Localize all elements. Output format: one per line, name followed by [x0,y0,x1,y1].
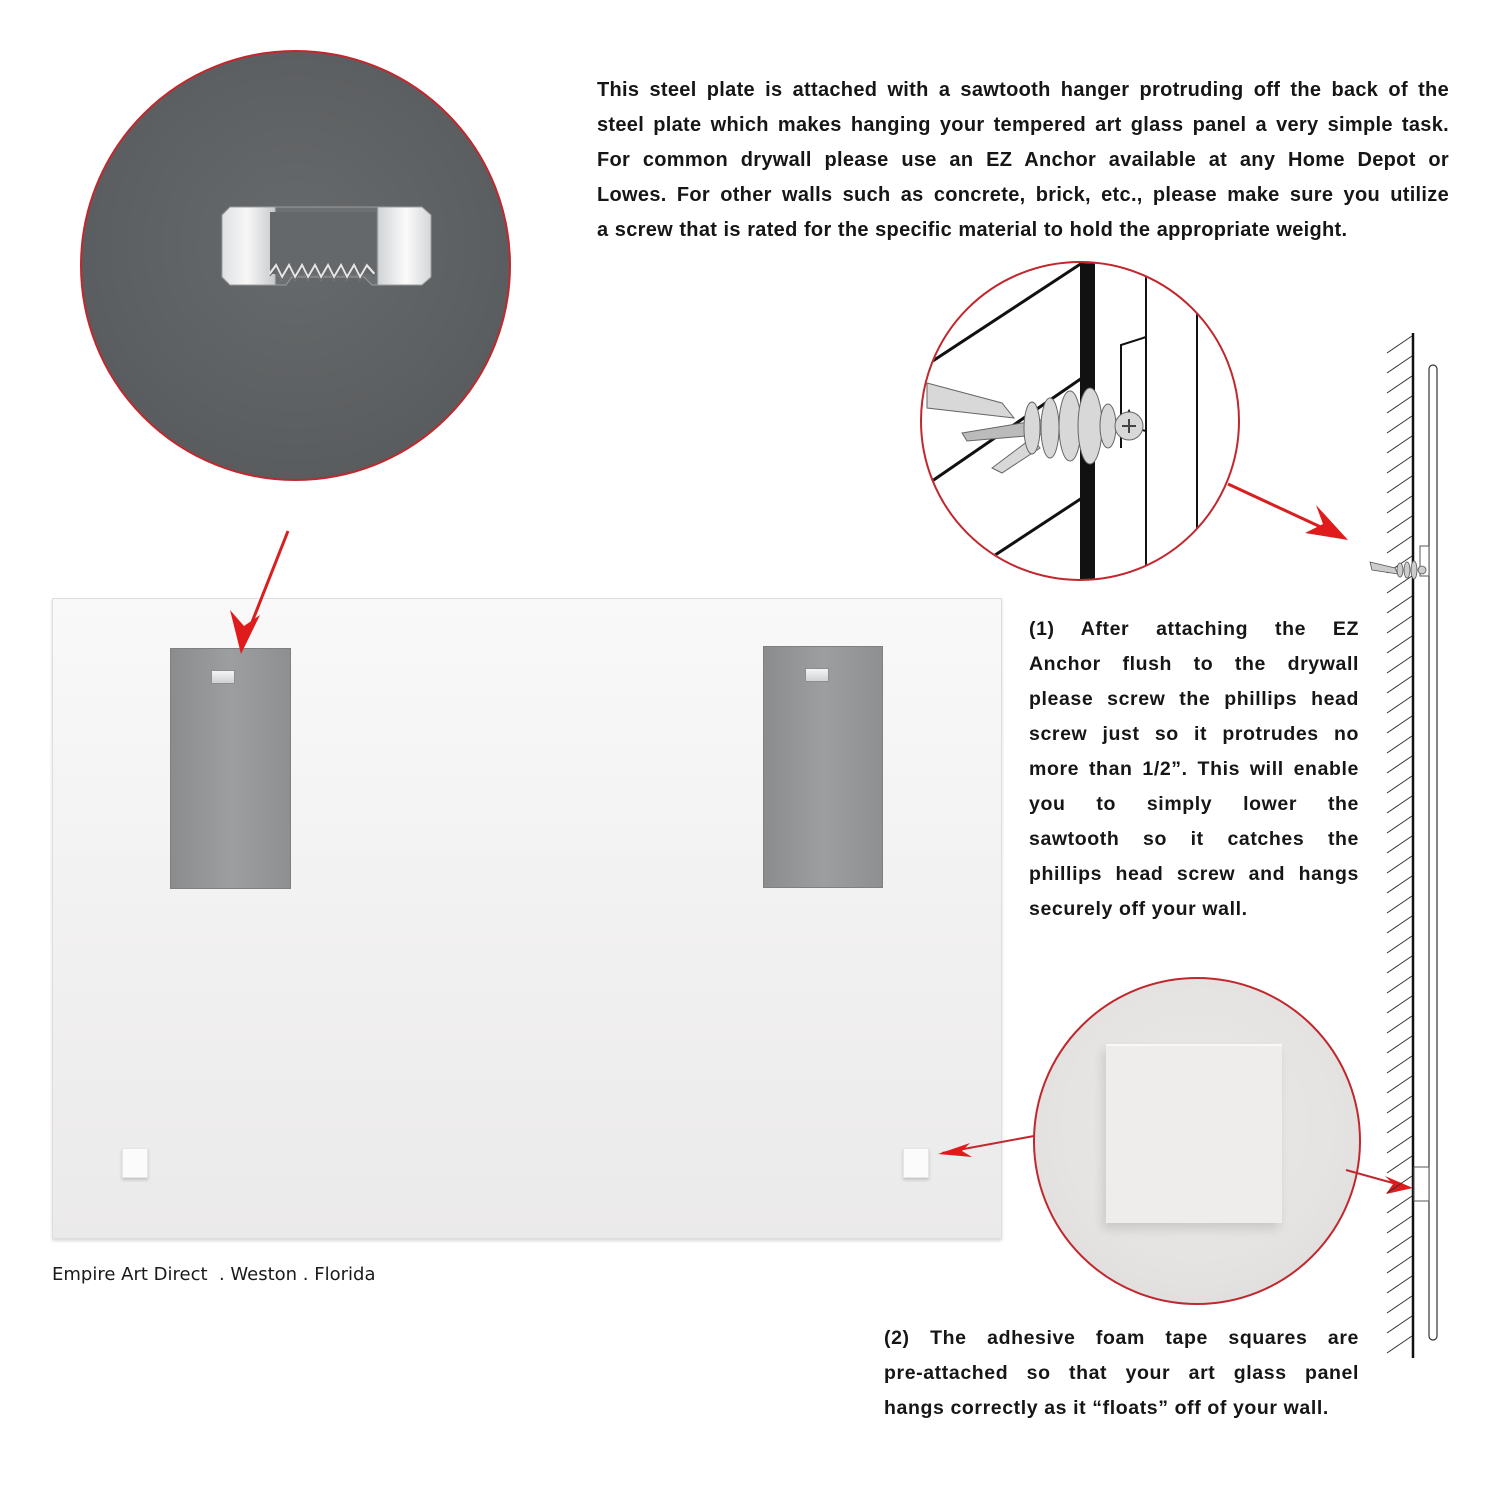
intro-line: For common drywall please use an EZ Anchor available at any Home Depot or [597,149,1449,171]
step-1-line: securely off your wall. [1029,898,1248,920]
step-2-line: pre-attached so that your art glass panel [884,1362,1359,1384]
step-1-line: please screw the phillips head [1029,688,1359,710]
step-2-paragraph [884,1321,1359,1426]
step-2-line: hangs correctly as it “floats” off of your wall. [884,1397,1329,1419]
intro-line: Lowes. For other walls such as concrete, brick, etc., please make sure you utilize [597,184,1449,206]
step-1-paragraph [1029,612,1359,927]
step-2-line: (2) The adhesive foam tape squares are [884,1327,1359,1349]
step-1-line: you to simply lower the [1029,793,1359,815]
brand-caption: Empire Art Direct . Weston . Florida [52,1264,376,1285]
arrow-head-icon [938,1143,972,1157]
step-1-line: Anchor flush to the drywall [1029,653,1359,675]
intro-line: steel plate which makes hanging your tempered art glass panel a very simple task. [597,114,1449,136]
step-1-line: (1) After attaching the EZ [1029,618,1359,640]
step-1-line: screw just so it protrudes no [1029,723,1359,745]
intro-line: This steel plate is attached with a sawtooth hanger protruding off the back of the [597,79,1449,101]
step-1-line: sawtooth so it catches the [1029,828,1359,850]
step-1-line: phillips head screw and hangs [1029,863,1359,885]
step-1-line: more than 1/2”. This will enable [1029,758,1359,780]
intro-line: a screw that is rated for the specific material to hold the appropriate weight. [597,219,1348,241]
wall-side-view [1370,333,1437,1358]
